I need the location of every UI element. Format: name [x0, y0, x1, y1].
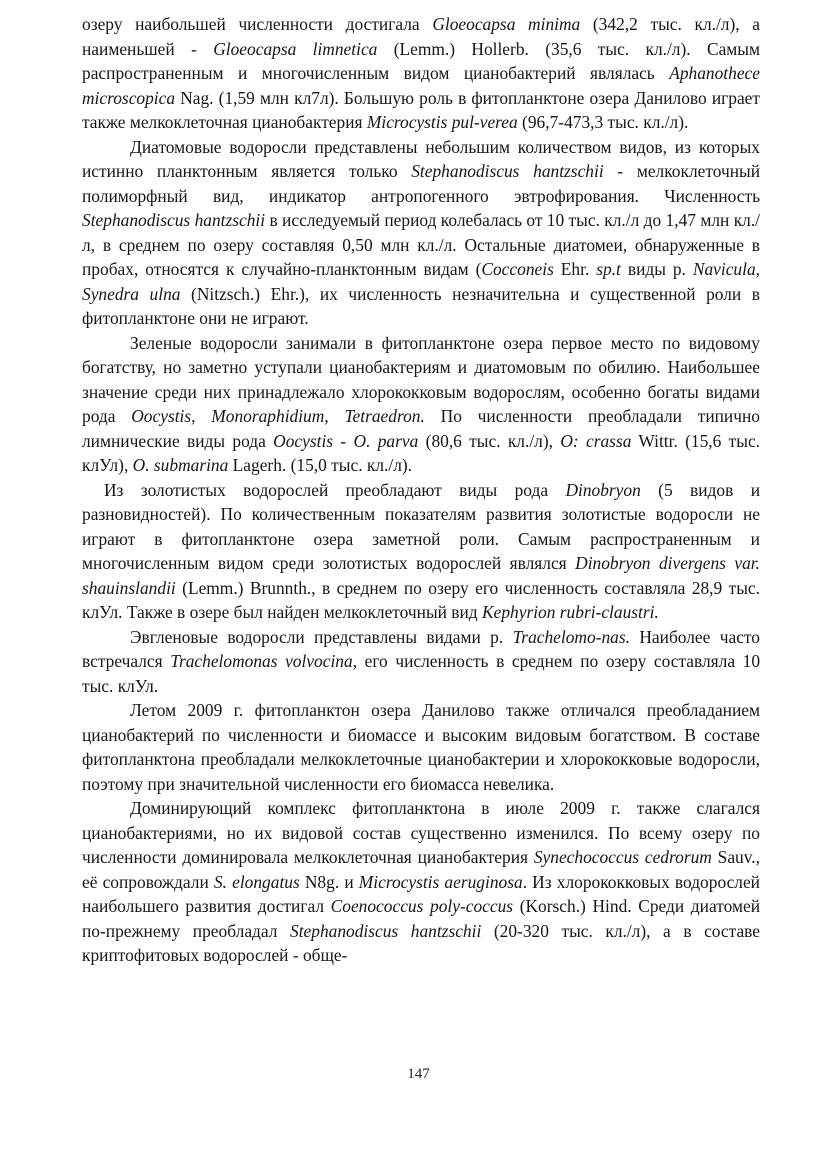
text-run: Эвгленовые водоросли представлены видами р.: [130, 626, 513, 647]
text-run: Диатомовые водоросли представлены небольшим количеством видов, из которых истинно планктонным является только: [82, 136, 760, 181]
text-run: . Из хлорококковых водорослей наибольшего развития достигал: [82, 871, 760, 916]
text-run: N8g. и: [299, 871, 359, 892]
paragraph-2: [82, 135, 760, 331]
text-run: (5 видов и разновидностей). По количественным показателям развития золотистые водоросли не играют в фитопланктоне озера заметной роли. Самым распространенным и многочисленным видом среди золотистых водорослей являлся: [82, 479, 760, 573]
text-run: Из золотистых водорослей преобладают виды рода: [104, 479, 566, 500]
text-run: -: [333, 430, 354, 451]
text-run: Ehr.: [553, 259, 597, 279]
italic-taxon-name: Stephanodiscus hantzschii: [290, 920, 482, 941]
italic-taxon-name: S. elongatus: [213, 871, 300, 892]
italic-taxon-name: Microcystis pul-verea: [366, 112, 518, 132]
italic-taxon-name: Gloeocapsa limnetica: [213, 38, 378, 59]
text-run: (96,7-473,3 тыс. кл./л).: [517, 112, 689, 132]
text-run: , его численность в среднем по озеру составляла 10 тыс. клУл.: [82, 651, 761, 696]
paragraph-3: [82, 331, 760, 478]
paragraph-4: [82, 478, 760, 625]
paragraph-1: [82, 12, 760, 135]
text-run: (20-320 тыс. кл./л), а в составе криптофитовых водорослей - обще-: [82, 920, 761, 965]
italic-taxon-name: Tetraedron.: [344, 406, 425, 426]
text-run: в исследуемый период колебалась от 10 тыс. кл./л до 1,47 млн кл./л, в среднем по озеру составляя 0,50 млн кл./л. Остальные диатомеи, обнаруженные в пробах, относятся к случайно-планктонным видам (: [82, 210, 761, 279]
italic-taxon-name: Stephanodiscus hantzschii: [411, 161, 604, 181]
text-run: (Lemm.) Hollerb. (35,6 тыс. кл./л). Самым распространенным и многочисленным видом цианобактерий являлась: [82, 38, 760, 83]
text-run: Наиболее часто встречался: [82, 626, 760, 671]
text-run: Зеленые водоросли занимали в фитопланктоне озера первое место по видовому богатству, но заметно уступали цианобактериям и диатомовым по обилию. Наибольшее значение среди них принадлежало хлорококковым водорослям, особенно богаты видами рода: [82, 332, 760, 426]
italic-taxon-name: Aphanothece microscopica: [82, 63, 760, 108]
text-run: Доминирующий комплекс фитопланктона в июле 2009 г. также слагался цианобактериями, но их видовой состав существенно изменился. По всему озеру по численности доминировала мелкоклеточная цианобактерия: [82, 798, 760, 867]
text-run: виды р.: [620, 259, 693, 279]
italic-taxon-name: Microcystis aeruginosa: [358, 871, 523, 892]
text-run: (80,6 тыс. кл./л),: [418, 430, 561, 451]
text-run: (Lemm.) Brunnth., в среднем по озеру его численность составляла 28,9 тыс. клУл. Также в озере был найден мелкоклеточный вид: [82, 577, 760, 622]
document-body: [82, 12, 760, 968]
italic-taxon-name: Kephyrion rubri-claustri.: [482, 602, 659, 622]
text-run: ,: [324, 406, 345, 426]
italic-taxon-name: Trachelomonas volvocina: [170, 651, 353, 671]
italic-taxon-name: Dinobryon divergens var. shauinslandii: [82, 553, 760, 598]
italic-taxon-name: Stephanodiscus hantzschii: [82, 210, 266, 230]
italic-taxon-name: sp.t: [596, 259, 621, 279]
text-run: (Nitzsch.) Ehr.), их численность незначительна и существенной роли в фитопланктоне они не играют.: [82, 283, 760, 328]
italic-taxon-name: Dinobryon: [565, 479, 641, 500]
text-run: Lagerh. (15,0 тыс. кл./л).: [228, 455, 413, 475]
paragraph-5: [82, 625, 760, 699]
paragraph-6: [82, 698, 760, 796]
page-number: 147: [407, 1066, 430, 1082]
text-run: Nag. (1,59 млн кл7л). Большую роль в фитопланктоне озера Данилово играет также мелкоклеточная цианобактерия: [82, 87, 760, 132]
italic-taxon-name: Gloeocapsa minima: [432, 14, 581, 34]
paragraph-7: [82, 796, 760, 968]
italic-taxon-name: Coenococcus poly-coccus: [330, 896, 514, 916]
text-run: Летом 2009 г. фитопланктон озера Данилово также отличался преобладанием цианобактерий по численности и биомассе и высоким видовым богатством. В составе фитопланктона преобладали мелкоклеточные цианобактерии и хлорококковые водоросли, поэтому при значительной численности его биомасса невелика.: [82, 700, 760, 794]
text-run: (Korsch.) Hind. Среди диатомей по-прежнему преобладал: [82, 896, 760, 941]
italic-taxon-name: Trachelomo-nas.: [512, 626, 630, 647]
italic-taxon-name: O: crassa: [560, 430, 632, 451]
italic-taxon-name: O. submarina: [132, 455, 229, 475]
text-run: - мелкоклеточный полиморфный вид, индикатор антропогенного эвтрофирования. Численность: [82, 161, 760, 206]
italic-taxon-name: Cocconeis: [481, 259, 554, 279]
italic-taxon-name: Oocystis, Monoraphidium: [131, 406, 325, 426]
text-run: озеру наибольшей численности достигала: [82, 14, 433, 34]
text-run: По численности преобладали типично лимнические виды рода: [82, 406, 760, 451]
italic-taxon-name: Oocystis: [273, 430, 334, 451]
text-run: Wittr. (15,6 тыс. клУл),: [82, 430, 761, 475]
italic-taxon-name: O. parva: [353, 430, 419, 451]
italic-taxon-name: Navicula, Synedra ulna: [82, 259, 760, 304]
text-run: Sauv., её сопровождали: [82, 847, 760, 892]
italic-taxon-name: Synechococcus cedrorum: [533, 847, 712, 867]
text-run: (342,2 тыс. кл./л), а наименьшей -: [82, 14, 760, 59]
